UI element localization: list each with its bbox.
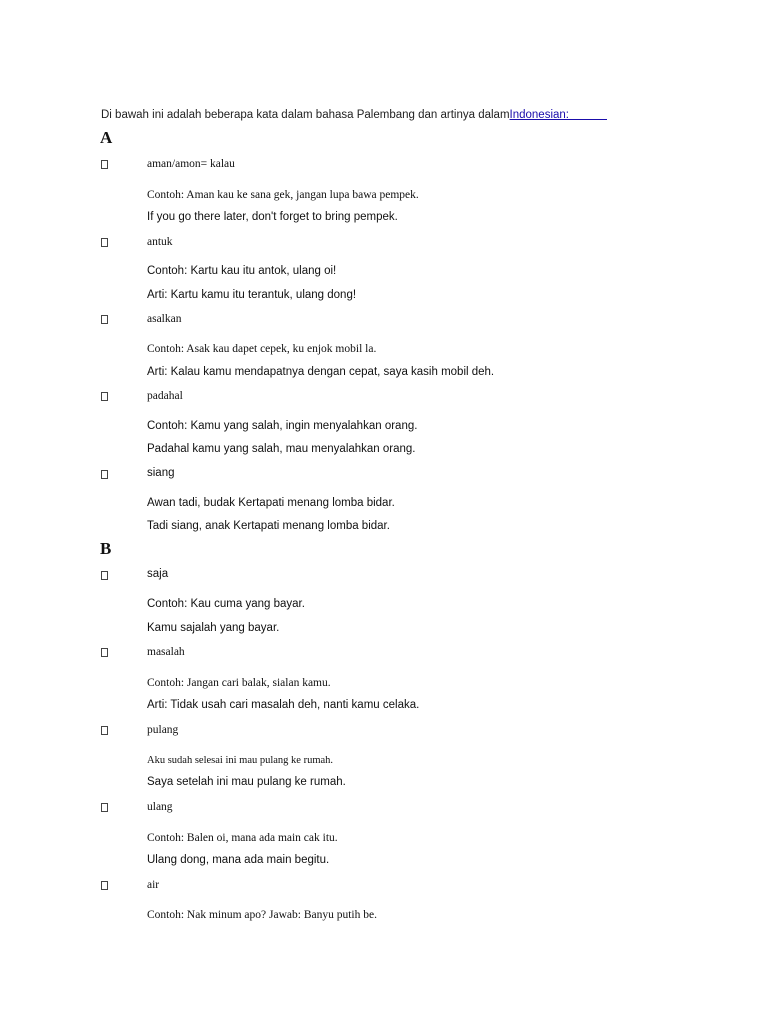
bullet-icon: [101, 803, 108, 812]
bullet-icon: [101, 881, 108, 890]
entry-word: air: [147, 879, 160, 891]
entry-meaning: Arti: Kartu kamu itu terantuk, ulang dong!: [147, 289, 357, 301]
indonesian-link[interactable]: Indonesian:: [509, 109, 569, 121]
entry-meaning: Ulang dong, mana ada main begitu.: [147, 854, 330, 866]
entry-example: Awan tadi, budak Kertapati menang lomba bidar.: [147, 497, 395, 509]
bullet-icon: [101, 470, 108, 479]
entry-meaning: Tadi siang, anak Kertapati menang lomba bidar.: [147, 520, 390, 532]
entry-word: siang: [147, 467, 175, 479]
entry-word: pulang: [147, 724, 179, 736]
intro-text: Di bawah ini adalah beberapa kata dalam bahasa Palembang dan artinya dalam: [101, 109, 510, 121]
entry-meaning: Kamu sajalah yang bayar.: [147, 622, 280, 634]
bullet-icon: [101, 571, 108, 580]
intro-line: [101, 108, 607, 121]
entry-meaning: If you go there later, don't forget to bring pempek.: [147, 211, 398, 223]
bullet-icon: [101, 238, 108, 247]
bullet-icon: [101, 160, 108, 169]
entry-example: Contoh: Asak kau dapet cepek, ku enjok mobil la.: [147, 343, 377, 355]
entry-word: aman/amon= kalau: [147, 158, 235, 170]
entry-word: ulang: [147, 801, 173, 813]
entry-example: Contoh: Jangan cari balak, sialan kamu.: [147, 677, 331, 689]
entry-meaning: Arti: Kalau kamu mendapatnya dengan cepat, saya kasih mobil deh.: [147, 366, 495, 378]
section-letter-b: B: [100, 539, 112, 558]
entry-meaning: Saya setelah ini mau pulang ke rumah.: [147, 776, 346, 788]
entry-word: masalah: [147, 646, 185, 658]
bullet-icon: [101, 648, 108, 657]
entry-meaning: Arti: Tidak usah cari masalah deh, nanti kamu celaka.: [147, 699, 420, 711]
entry-word: antuk: [147, 236, 173, 248]
entry-example: Aku sudah selesai ini mau pulang ke rumah.: [147, 755, 334, 766]
entry-example: Contoh: Kartu kau itu antok, ulang oi!: [147, 265, 337, 277]
entry-word: asalkan: [147, 313, 182, 325]
entry-example: Contoh: Kamu yang salah, ingin menyalahkan orang.: [147, 420, 418, 432]
entry-example: Contoh: Aman kau ke sana gek, jangan lupa bawa pempek.: [147, 189, 419, 201]
bullet-icon: [101, 315, 108, 324]
section-letter-a: A: [100, 128, 113, 147]
link-underline: [569, 108, 607, 120]
entry-word: padahal: [147, 390, 183, 402]
entry-example: Contoh: Kau cuma yang bayar.: [147, 598, 305, 610]
entry-word: saja: [147, 568, 169, 580]
entry-meaning: Padahal kamu yang salah, mau menyalahkan orang.: [147, 443, 416, 455]
entry-example: Contoh: Nak minum apo? Jawab: Banyu putih be.: [147, 909, 377, 921]
entry-example: Contoh: Balen oi, mana ada main cak itu.: [147, 832, 338, 844]
bullet-icon: [101, 726, 108, 735]
bullet-icon: [101, 392, 108, 401]
